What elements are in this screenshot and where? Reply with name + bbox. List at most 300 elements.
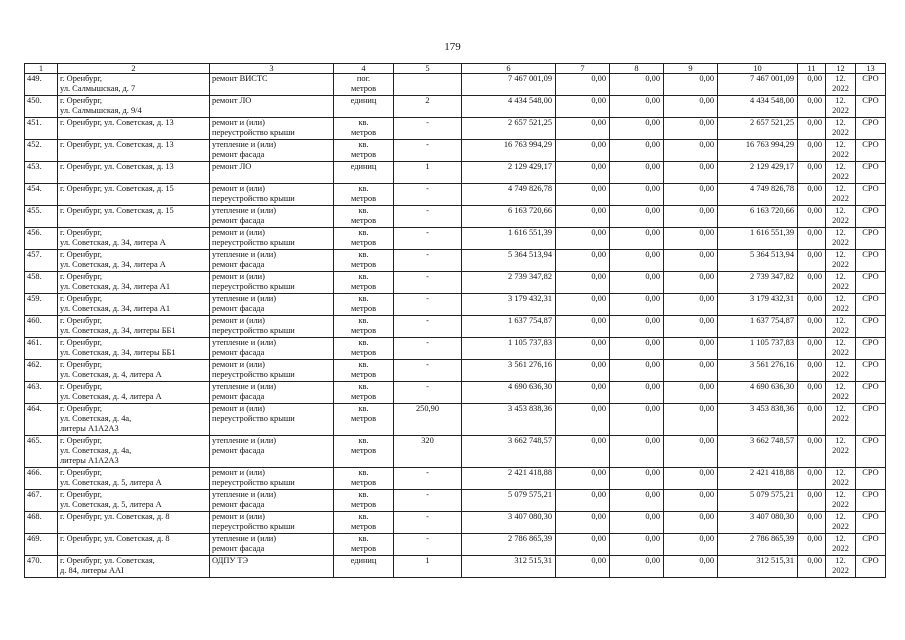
fund-cell: 0,00 xyxy=(556,512,610,534)
unit-cell: пог. метров xyxy=(334,74,394,96)
unit-cell: кв. метров xyxy=(334,468,394,490)
row-number: 466. xyxy=(25,468,58,490)
other-funds-cell: 0,00 xyxy=(798,184,826,206)
fund-cell: 0,00 xyxy=(556,404,610,436)
fund-cell: 0,00 xyxy=(610,556,664,578)
address-cell: г. Оренбург, ул. Советская, д. 8 xyxy=(58,512,210,534)
table-row xyxy=(25,360,886,382)
fund-cell: 0,00 xyxy=(556,74,610,96)
other-funds-cell: 0,00 xyxy=(798,140,826,162)
method-cell: СРО xyxy=(856,250,886,272)
work-type-cell: утепление и (или) ремонт фасада xyxy=(210,250,334,272)
fund-cell: 0,00 xyxy=(610,250,664,272)
fund-cell: 0,00 xyxy=(556,206,610,228)
table-row xyxy=(25,468,886,490)
quantity-cell: - xyxy=(394,316,462,338)
fund-cell: 0,00 xyxy=(610,468,664,490)
work-type-cell: ремонт ВИСТС xyxy=(210,74,334,96)
fund-cell: 0,00 xyxy=(556,184,610,206)
header-row xyxy=(25,64,886,74)
quantity-cell: - xyxy=(394,382,462,404)
other-funds-cell: 0,00 xyxy=(798,294,826,316)
col-header: 9 xyxy=(664,64,718,74)
fund-cell: 0,00 xyxy=(664,436,718,468)
deadline-cell: 12. 2022 xyxy=(826,118,856,140)
total-cost-cell: 2 421 418,88 xyxy=(462,468,556,490)
fund-cell: 0,00 xyxy=(664,468,718,490)
quantity-cell: 1 xyxy=(394,162,462,184)
address-cell: г. Оренбург, ул. Советская, д. 84, литеры ААI xyxy=(58,556,210,578)
unit-cell: кв. метров xyxy=(334,490,394,512)
fund-cell: 0,00 xyxy=(664,316,718,338)
fund-cell: 0,00 xyxy=(556,556,610,578)
total-cost-cell: 5 364 513,94 xyxy=(462,250,556,272)
unit-cell: кв. метров xyxy=(334,382,394,404)
table-row xyxy=(25,338,886,360)
other-funds-cell: 0,00 xyxy=(798,118,826,140)
address-cell: г. Оренбург, ул. Салмышская, д. 9/4 xyxy=(58,96,210,118)
quantity-cell: - xyxy=(394,534,462,556)
total-cost-cell: 2 786 865,39 xyxy=(462,534,556,556)
deadline-cell: 12. 2022 xyxy=(826,250,856,272)
owner-funds-cell: 5 364 513,94 xyxy=(718,250,798,272)
total-cost-cell: 3 179 432,31 xyxy=(462,294,556,316)
other-funds-cell: 0,00 xyxy=(798,74,826,96)
owner-funds-cell: 2 421 418,88 xyxy=(718,468,798,490)
other-funds-cell: 0,00 xyxy=(798,404,826,436)
table-row xyxy=(25,294,886,316)
other-funds-cell: 0,00 xyxy=(798,382,826,404)
work-type-cell: утепление и (или) ремонт фасада xyxy=(210,436,334,468)
address-cell: г. Оренбург, ул. Советская, д. 13 xyxy=(58,162,210,184)
quantity-cell xyxy=(394,74,462,96)
table-body xyxy=(25,64,886,578)
row-number: 464. xyxy=(25,404,58,436)
method-cell: СРО xyxy=(856,272,886,294)
deadline-cell: 12. 2022 xyxy=(826,272,856,294)
quantity-cell: - xyxy=(394,118,462,140)
row-number: 450. xyxy=(25,96,58,118)
total-cost-cell: 7 467 001,09 xyxy=(462,74,556,96)
table-row xyxy=(25,162,886,184)
row-number: 457. xyxy=(25,250,58,272)
method-cell: СРО xyxy=(856,74,886,96)
method-cell: СРО xyxy=(856,206,886,228)
unit-cell: единиц xyxy=(334,96,394,118)
col-header: 11 xyxy=(798,64,826,74)
unit-cell: кв. метров xyxy=(334,206,394,228)
row-number: 451. xyxy=(25,118,58,140)
quantity-cell: - xyxy=(394,512,462,534)
method-cell: СРО xyxy=(856,118,886,140)
total-cost-cell: 5 079 575,21 xyxy=(462,490,556,512)
unit-cell: кв. метров xyxy=(334,534,394,556)
owner-funds-cell: 3 662 748,57 xyxy=(718,436,798,468)
unit-cell: кв. метров xyxy=(334,512,394,534)
work-type-cell: ремонт ЛО xyxy=(210,162,334,184)
table-row xyxy=(25,404,886,436)
address-cell: г. Оренбург, ул. Советская, д. 34, литеры ББ1 xyxy=(58,338,210,360)
unit-cell: кв. метров xyxy=(334,140,394,162)
total-cost-cell: 16 763 994,29 xyxy=(462,140,556,162)
fund-cell: 0,00 xyxy=(610,228,664,250)
fund-cell: 0,00 xyxy=(556,250,610,272)
total-cost-cell: 312 515,31 xyxy=(462,556,556,578)
other-funds-cell: 0,00 xyxy=(798,338,826,360)
other-funds-cell: 0,00 xyxy=(798,228,826,250)
method-cell: СРО xyxy=(856,184,886,206)
total-cost-cell: 3 453 838,36 xyxy=(462,404,556,436)
row-number: 456. xyxy=(25,228,58,250)
quantity-cell: - xyxy=(394,250,462,272)
table-row xyxy=(25,184,886,206)
fund-cell: 0,00 xyxy=(664,250,718,272)
capital-repair-table xyxy=(24,63,886,578)
fund-cell: 0,00 xyxy=(664,74,718,96)
work-type-cell: ремонт и (или) переустройство крыши xyxy=(210,468,334,490)
fund-cell: 0,00 xyxy=(610,404,664,436)
unit-cell: кв. метров xyxy=(334,272,394,294)
owner-funds-cell: 3 407 080,30 xyxy=(718,512,798,534)
address-cell: г. Оренбург, ул. Советская, д. 15 xyxy=(58,184,210,206)
other-funds-cell: 0,00 xyxy=(798,556,826,578)
unit-cell: кв. метров xyxy=(334,316,394,338)
fund-cell: 0,00 xyxy=(556,316,610,338)
method-cell: СРО xyxy=(856,162,886,184)
deadline-cell: 12. 2022 xyxy=(826,96,856,118)
row-number: 452. xyxy=(25,140,58,162)
address-cell: г. Оренбург, ул. Советская, д. 5, литера А xyxy=(58,490,210,512)
total-cost-cell: 3 407 080,30 xyxy=(462,512,556,534)
unit-cell: единиц xyxy=(334,556,394,578)
owner-funds-cell: 2 739 347,82 xyxy=(718,272,798,294)
row-number: 461. xyxy=(25,338,58,360)
total-cost-cell: 1 105 737,83 xyxy=(462,338,556,360)
owner-funds-cell: 2 657 521,25 xyxy=(718,118,798,140)
method-cell: СРО xyxy=(856,534,886,556)
table-row xyxy=(25,316,886,338)
quantity-cell: 320 xyxy=(394,436,462,468)
deadline-cell: 12. 2022 xyxy=(826,206,856,228)
fund-cell: 0,00 xyxy=(556,338,610,360)
table-row xyxy=(25,272,886,294)
fund-cell: 0,00 xyxy=(610,316,664,338)
table-row xyxy=(25,118,886,140)
unit-cell: кв. метров xyxy=(334,184,394,206)
page-number: 179 xyxy=(444,41,461,53)
fund-cell: 0,00 xyxy=(556,96,610,118)
total-cost-cell: 2 657 521,25 xyxy=(462,118,556,140)
deadline-cell: 12. 2022 xyxy=(826,512,856,534)
work-type-cell: утепление и (или) ремонт фасада xyxy=(210,490,334,512)
total-cost-cell: 4 749 826,78 xyxy=(462,184,556,206)
method-cell: СРО xyxy=(856,294,886,316)
fund-cell: 0,00 xyxy=(610,74,664,96)
method-cell: СРО xyxy=(856,316,886,338)
unit-cell: кв. метров xyxy=(334,228,394,250)
fund-cell: 0,00 xyxy=(556,468,610,490)
row-number: 468. xyxy=(25,512,58,534)
fund-cell: 0,00 xyxy=(610,206,664,228)
deadline-cell: 12. 2022 xyxy=(826,556,856,578)
owner-funds-cell: 2 786 865,39 xyxy=(718,534,798,556)
table-row xyxy=(25,490,886,512)
work-type-cell: утепление и (или) ремонт фасада xyxy=(210,294,334,316)
address-cell: г. Оренбург, ул. Советская, д. 5, литера А xyxy=(58,468,210,490)
method-cell: СРО xyxy=(856,512,886,534)
col-header: 5 xyxy=(394,64,462,74)
table-row xyxy=(25,228,886,250)
work-type-cell: ремонт ЛО xyxy=(210,96,334,118)
fund-cell: 0,00 xyxy=(664,140,718,162)
work-type-cell: утепление и (или) ремонт фасада xyxy=(210,534,334,556)
deadline-cell: 12. 2022 xyxy=(826,534,856,556)
other-funds-cell: 0,00 xyxy=(798,272,826,294)
method-cell: СРО xyxy=(856,228,886,250)
method-cell: СРО xyxy=(856,556,886,578)
deadline-cell: 12. 2022 xyxy=(826,490,856,512)
other-funds-cell: 0,00 xyxy=(798,162,826,184)
owner-funds-cell: 4 690 636,30 xyxy=(718,382,798,404)
work-type-cell: ремонт и (или) переустройство крыши xyxy=(210,118,334,140)
col-header: 12 xyxy=(826,64,856,74)
fund-cell: 0,00 xyxy=(610,140,664,162)
address-cell: г. Оренбург, ул. Советская, д. 13 xyxy=(58,118,210,140)
owner-funds-cell: 1 105 737,83 xyxy=(718,338,798,360)
row-number: 465. xyxy=(25,436,58,468)
total-cost-cell: 4 434 548,00 xyxy=(462,96,556,118)
other-funds-cell: 0,00 xyxy=(798,96,826,118)
fund-cell: 0,00 xyxy=(664,556,718,578)
work-type-cell: утепление и (или) ремонт фасада xyxy=(210,140,334,162)
fund-cell: 0,00 xyxy=(664,272,718,294)
deadline-cell: 12. 2022 xyxy=(826,338,856,360)
fund-cell: 0,00 xyxy=(664,338,718,360)
col-header: 8 xyxy=(610,64,664,74)
fund-cell: 0,00 xyxy=(556,534,610,556)
fund-cell: 0,00 xyxy=(556,228,610,250)
owner-funds-cell: 2 129 429,17 xyxy=(718,162,798,184)
table-row xyxy=(25,96,886,118)
fund-cell: 0,00 xyxy=(664,96,718,118)
col-header: 3 xyxy=(210,64,334,74)
deadline-cell: 12. 2022 xyxy=(826,140,856,162)
fund-cell: 0,00 xyxy=(556,272,610,294)
fund-cell: 0,00 xyxy=(610,272,664,294)
table-row xyxy=(25,206,886,228)
work-type-cell: ремонт и (или) переустройство крыши xyxy=(210,184,334,206)
deadline-cell: 12. 2022 xyxy=(826,360,856,382)
col-header: 13 xyxy=(856,64,886,74)
row-number: 467. xyxy=(25,490,58,512)
quantity-cell: - xyxy=(394,228,462,250)
owner-funds-cell: 1 637 754,87 xyxy=(718,316,798,338)
row-number: 460. xyxy=(25,316,58,338)
fund-cell: 0,00 xyxy=(556,118,610,140)
deadline-cell: 12. 2022 xyxy=(826,468,856,490)
fund-cell: 0,00 xyxy=(610,338,664,360)
quantity-cell: - xyxy=(394,140,462,162)
address-cell: г. Оренбург, ул. Салмышская, д. 7 xyxy=(58,74,210,96)
table-row xyxy=(25,74,886,96)
quantity-cell: 1 xyxy=(394,556,462,578)
quantity-cell: - xyxy=(394,468,462,490)
other-funds-cell: 0,00 xyxy=(798,316,826,338)
work-type-cell: ремонт и (или) переустройство крыши xyxy=(210,272,334,294)
address-cell: г. Оренбург, ул. Советская, д. 34, литера А1 xyxy=(58,294,210,316)
row-number: 470. xyxy=(25,556,58,578)
row-number: 454. xyxy=(25,184,58,206)
quantity-cell: 250,90 xyxy=(394,404,462,436)
col-header: 1 xyxy=(25,64,58,74)
work-type-cell: утепление и (или) ремонт фасада xyxy=(210,382,334,404)
deadline-cell: 12. 2022 xyxy=(826,316,856,338)
row-number: 458. xyxy=(25,272,58,294)
quantity-cell: - xyxy=(394,272,462,294)
fund-cell: 0,00 xyxy=(610,382,664,404)
row-number: 469. xyxy=(25,534,58,556)
method-cell: СРО xyxy=(856,404,886,436)
other-funds-cell: 0,00 xyxy=(798,534,826,556)
quantity-cell: 2 xyxy=(394,96,462,118)
address-cell: г. Оренбург, ул. Советская, д. 34, литера А1 xyxy=(58,272,210,294)
fund-cell: 0,00 xyxy=(556,382,610,404)
table-row xyxy=(25,140,886,162)
total-cost-cell: 2 739 347,82 xyxy=(462,272,556,294)
fund-cell: 0,00 xyxy=(610,436,664,468)
row-number: 455. xyxy=(25,206,58,228)
table-row xyxy=(25,382,886,404)
fund-cell: 0,00 xyxy=(610,490,664,512)
fund-cell: 0,00 xyxy=(556,294,610,316)
owner-funds-cell: 16 763 994,29 xyxy=(718,140,798,162)
unit-cell: кв. метров xyxy=(334,404,394,436)
row-number: 463. xyxy=(25,382,58,404)
deadline-cell: 12. 2022 xyxy=(826,74,856,96)
address-cell: г. Оренбург, ул. Советская, д. 34, литеры ББ1 xyxy=(58,316,210,338)
fund-cell: 0,00 xyxy=(664,404,718,436)
total-cost-cell: 3 662 748,57 xyxy=(462,436,556,468)
work-type-cell: ОДПУ ТЭ xyxy=(210,556,334,578)
method-cell: СРО xyxy=(856,96,886,118)
quantity-cell: - xyxy=(394,294,462,316)
quantity-cell: - xyxy=(394,490,462,512)
method-cell: СРО xyxy=(856,436,886,468)
row-number: 453. xyxy=(25,162,58,184)
owner-funds-cell: 312 515,31 xyxy=(718,556,798,578)
unit-cell: кв. метров xyxy=(334,360,394,382)
table-row xyxy=(25,534,886,556)
method-cell: СРО xyxy=(856,140,886,162)
owner-funds-cell: 7 467 001,09 xyxy=(718,74,798,96)
fund-cell: 0,00 xyxy=(556,162,610,184)
unit-cell: кв. метров xyxy=(334,338,394,360)
total-cost-cell: 4 690 636,30 xyxy=(462,382,556,404)
quantity-cell: - xyxy=(394,206,462,228)
owner-funds-cell: 5 079 575,21 xyxy=(718,490,798,512)
address-cell: г. Оренбург, ул. Советская, д. 8 xyxy=(58,534,210,556)
work-type-cell: ремонт и (или) переустройство крыши xyxy=(210,404,334,436)
other-funds-cell: 0,00 xyxy=(798,468,826,490)
unit-cell: кв. метров xyxy=(334,250,394,272)
other-funds-cell: 0,00 xyxy=(798,436,826,468)
method-cell: СРО xyxy=(856,468,886,490)
unit-cell: единиц xyxy=(334,162,394,184)
col-header: 2 xyxy=(58,64,210,74)
other-funds-cell: 0,00 xyxy=(798,206,826,228)
deadline-cell: 12. 2022 xyxy=(826,162,856,184)
fund-cell: 0,00 xyxy=(610,512,664,534)
method-cell: СРО xyxy=(856,382,886,404)
address-cell: г. Оренбург, ул. Советская, д. 34, литера А xyxy=(58,228,210,250)
table-row xyxy=(25,512,886,534)
fund-cell: 0,00 xyxy=(664,512,718,534)
owner-funds-cell: 3 179 432,31 xyxy=(718,294,798,316)
fund-cell: 0,00 xyxy=(664,490,718,512)
row-number: 459. xyxy=(25,294,58,316)
fund-cell: 0,00 xyxy=(610,118,664,140)
unit-cell: кв. метров xyxy=(334,294,394,316)
owner-funds-cell: 4 749 826,78 xyxy=(718,184,798,206)
unit-cell: кв. метров xyxy=(334,118,394,140)
fund-cell: 0,00 xyxy=(664,360,718,382)
owner-funds-cell: 6 163 720,66 xyxy=(718,206,798,228)
work-type-cell: ремонт и (или) переустройство крыши xyxy=(210,360,334,382)
fund-cell: 0,00 xyxy=(664,118,718,140)
fund-cell: 0,00 xyxy=(556,360,610,382)
address-cell: г. Оренбург, ул. Советская, д. 34, литера А xyxy=(58,250,210,272)
total-cost-cell: 1 616 551,39 xyxy=(462,228,556,250)
other-funds-cell: 0,00 xyxy=(798,250,826,272)
total-cost-cell: 1 637 754,87 xyxy=(462,316,556,338)
fund-cell: 0,00 xyxy=(664,382,718,404)
table-row xyxy=(25,556,886,578)
deadline-cell: 12. 2022 xyxy=(826,184,856,206)
work-type-cell: ремонт и (или) переустройство крыши xyxy=(210,316,334,338)
deadline-cell: 12. 2022 xyxy=(826,436,856,468)
owner-funds-cell: 4 434 548,00 xyxy=(718,96,798,118)
method-cell: СРО xyxy=(856,490,886,512)
fund-cell: 0,00 xyxy=(556,436,610,468)
address-cell: г. Оренбург, ул. Советская, д. 4а, литеры А1А2А3 xyxy=(58,436,210,468)
work-type-cell: ремонт и (или) переустройство крыши xyxy=(210,512,334,534)
quantity-cell: - xyxy=(394,184,462,206)
address-cell: г. Оренбург, ул. Советская, д. 4, литера А xyxy=(58,382,210,404)
row-number: 449. xyxy=(25,74,58,96)
fund-cell: 0,00 xyxy=(664,184,718,206)
total-cost-cell: 3 561 276,16 xyxy=(462,360,556,382)
row-number: 462. xyxy=(25,360,58,382)
deadline-cell: 12. 2022 xyxy=(826,382,856,404)
address-cell: г. Оренбург, ул. Советская, д. 15 xyxy=(58,206,210,228)
work-type-cell: утепление и (или) ремонт фасада xyxy=(210,206,334,228)
fund-cell: 0,00 xyxy=(664,534,718,556)
total-cost-cell: 2 129 429,17 xyxy=(462,162,556,184)
address-cell: г. Оренбург, ул. Советская, д. 4а, литеры А1А2А3 xyxy=(58,404,210,436)
quantity-cell: - xyxy=(394,360,462,382)
fund-cell: 0,00 xyxy=(664,228,718,250)
fund-cell: 0,00 xyxy=(610,162,664,184)
fund-cell: 0,00 xyxy=(664,162,718,184)
other-funds-cell: 0,00 xyxy=(798,360,826,382)
total-cost-cell: 6 163 720,66 xyxy=(462,206,556,228)
table-row xyxy=(25,436,886,468)
other-funds-cell: 0,00 xyxy=(798,490,826,512)
fund-cell: 0,00 xyxy=(664,294,718,316)
deadline-cell: 12. 2022 xyxy=(826,404,856,436)
fund-cell: 0,00 xyxy=(610,294,664,316)
fund-cell: 0,00 xyxy=(610,96,664,118)
